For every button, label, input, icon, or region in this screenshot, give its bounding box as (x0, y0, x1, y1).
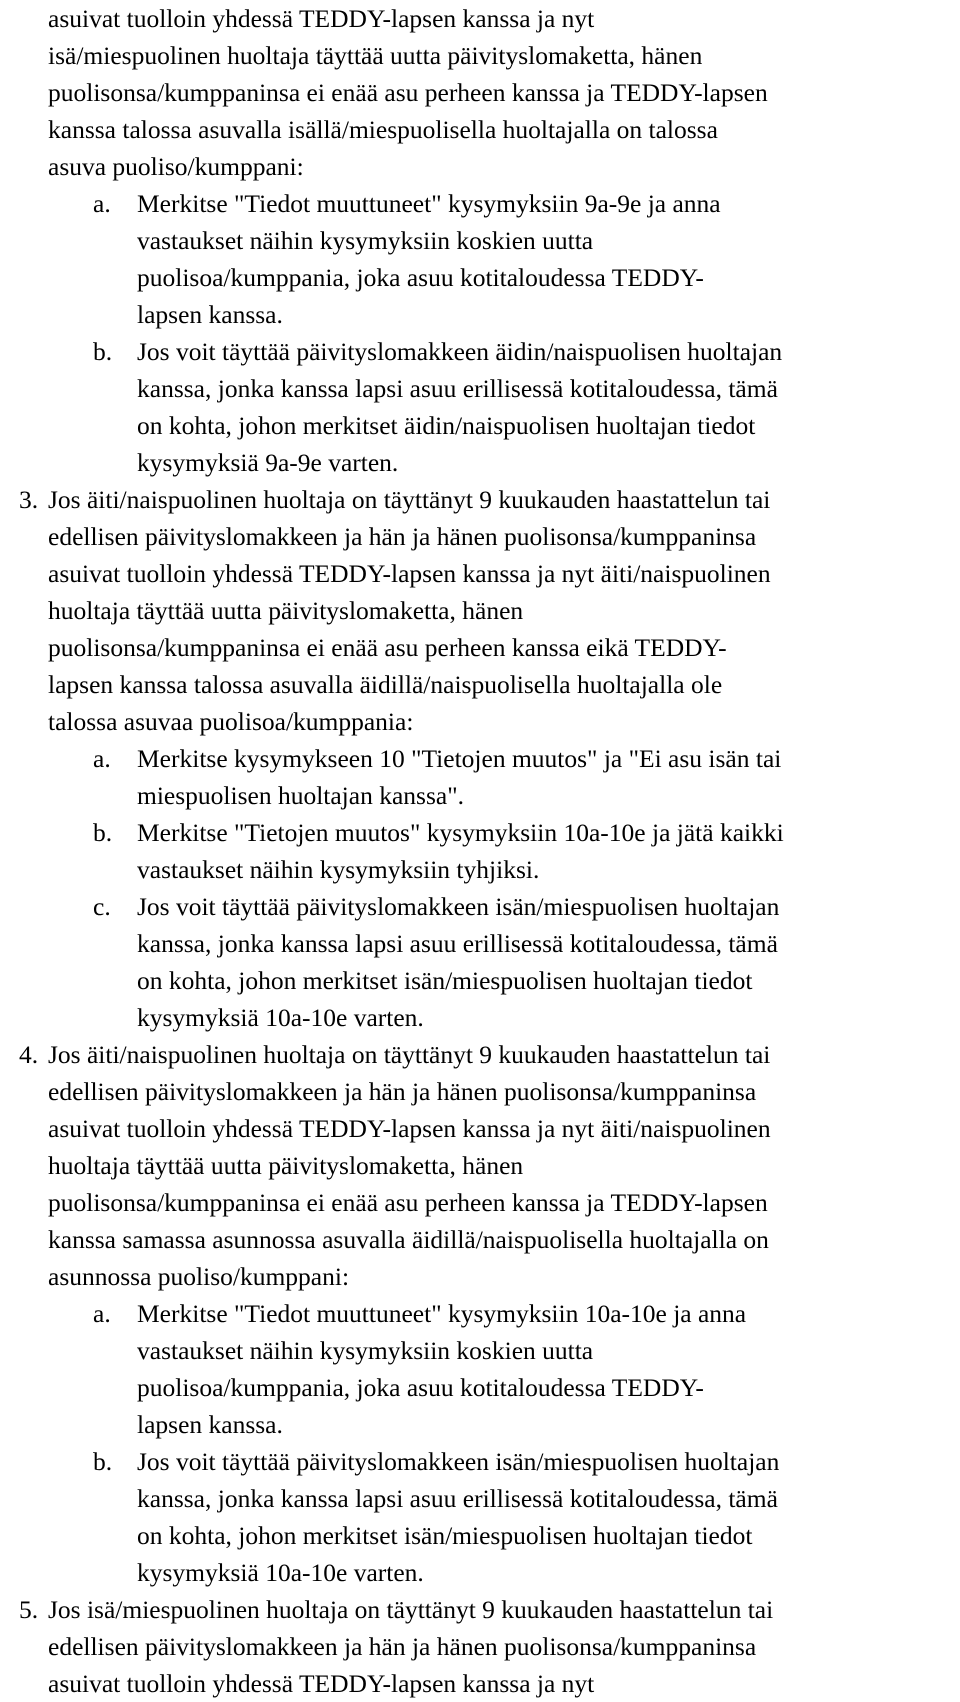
list-marker: b. (93, 1447, 113, 1476)
text-line: puolisoa/kumppania, joka asuu kotitaloudessa TEDDY- (137, 263, 704, 292)
text-line: edellisen päivityslomakkeen ja hän ja hänen puolisonsa/kumppaninsa (48, 522, 757, 551)
text-line: puolisonsa/kumppaninsa ei enää asu perheen kanssa eikä TEDDY- (48, 633, 727, 662)
list-marker: a. (93, 744, 111, 773)
text-line: Jos voit täyttää päivityslomakkeen äidin/naispuolisen huoltajan (137, 337, 783, 366)
text-line: Merkitse "Tietojen muutos" kysymyksiin 10a-10e ja jätä kaikki (137, 818, 784, 847)
text-line: kanssa, jonka kanssa lapsi asuu erillisessä kotitaloudessa, tämä (137, 1484, 778, 1513)
text-line: lapsen kanssa. (137, 300, 283, 329)
text-line: lapsen kanssa talossa asuvalla äidillä/naispuolisella huoltajalla ole (48, 670, 723, 699)
text-line: asuva puoliso/kumppani: (48, 152, 304, 181)
text-line: vastaukset näihin kysymyksiin koskien uutta (137, 1336, 594, 1365)
list-number: 4. (19, 1040, 39, 1069)
list-marker: b. (93, 818, 113, 847)
text-line: miespuolisen huoltajan kanssa". (137, 781, 464, 810)
text-line: Merkitse "Tiedot muuttuneet" kysymyksiin 10a-10e ja anna (137, 1299, 747, 1328)
text-line: kysymyksiä 10a-10e varten. (137, 1558, 424, 1587)
text-line: kysymyksiä 9a-9e varten. (137, 448, 399, 477)
text-line: Jos isä/miespuolinen huoltaja on täyttänyt 9 kuukauden haastattelun tai (48, 1595, 774, 1624)
text-line: edellisen päivityslomakkeen ja hän ja hänen puolisonsa/kumppaninsa (48, 1077, 757, 1106)
text-line: on kohta, johon merkitset isän/miespuolisen huoltajan tiedot (137, 966, 753, 995)
text-line: huoltaja täyttää uutta päivityslomaketta, hänen (48, 596, 524, 625)
text-line: Merkitse "Tiedot muuttuneet" kysymyksiin 9a-9e ja anna (137, 189, 721, 218)
text-line: asuivat tuolloin yhdessä TEDDY-lapsen kanssa ja nyt äiti/naispuolinen (48, 559, 771, 588)
text-line: vastaukset näihin kysymyksiin koskien uutta (137, 226, 594, 255)
text-line: Jos voit täyttää päivityslomakkeen isän/miespuolisen huoltajan (137, 1447, 780, 1476)
text-line: on kohta, johon merkitset äidin/naispuolisen huoltajan tiedot (137, 411, 756, 440)
text-line: kysymyksiä 10a-10e varten. (137, 1003, 424, 1032)
text-line: lapsen kanssa. (137, 1410, 283, 1439)
list-marker: c. (93, 892, 111, 921)
text-line: kanssa talossa asuvalla isällä/miespuolisella huoltajalla on talossa (48, 115, 718, 144)
text-line: asuivat tuolloin yhdessä TEDDY-lapsen kanssa ja nyt (48, 4, 595, 33)
text-line: puolisonsa/kumppaninsa ei enää asu perheen kanssa ja TEDDY-lapsen (48, 78, 768, 107)
text-line: Merkitse kysymykseen 10 "Tietojen muutos" ja "Ei asu isän tai (137, 744, 782, 773)
text-line: vastaukset näihin kysymyksiin tyhjiksi. (137, 855, 540, 884)
text-line: puolisonsa/kumppaninsa ei enää asu perheen kanssa ja TEDDY-lapsen (48, 1188, 768, 1217)
text-line: Jos äiti/naispuolinen huoltaja on täyttänyt 9 kuukauden haastattelun tai (48, 485, 771, 514)
list-marker: a. (93, 189, 111, 218)
text-line: edellisen päivityslomakkeen ja hän ja hänen puolisonsa/kumppaninsa (48, 1632, 757, 1661)
text-line: kanssa, jonka kanssa lapsi asuu erillisessä kotitaloudessa, tämä (137, 374, 778, 403)
text-line: asunnossa puoliso/kumppani: (48, 1262, 350, 1291)
list-number: 3. (19, 485, 39, 514)
text-line: kanssa, jonka kanssa lapsi asuu erillisessä kotitaloudessa, tämä (137, 929, 778, 958)
text-line: on kohta, johon merkitset isän/miespuolisen huoltajan tiedot (137, 1521, 753, 1550)
text-line: huoltaja täyttää uutta päivityslomaketta, hänen (48, 1151, 524, 1180)
text-line: Jos voit täyttää päivityslomakkeen isän/miespuolisen huoltajan (137, 892, 780, 921)
text-line: Jos äiti/naispuolinen huoltaja on täyttänyt 9 kuukauden haastattelun tai (48, 1040, 771, 1069)
list-marker: a. (93, 1299, 111, 1328)
text-line: isä/miespuolinen huoltaja täyttää uutta päivityslomaketta, hänen (48, 41, 703, 70)
text-line: kanssa samassa asunnossa asuvalla äidillä/naispuolisella huoltajalla on (48, 1225, 769, 1254)
text-line: asuivat tuolloin yhdessä TEDDY-lapsen kanssa ja nyt (48, 1669, 595, 1698)
text-line: talossa asuvaa puolisoa/kumppania: (48, 707, 414, 736)
list-marker: b. (93, 337, 113, 366)
text-line: puolisoa/kumppania, joka asuu kotitaloudessa TEDDY- (137, 1373, 704, 1402)
text-line: asuivat tuolloin yhdessä TEDDY-lapsen kanssa ja nyt äiti/naispuolinen (48, 1114, 771, 1143)
list-number: 5. (19, 1595, 39, 1624)
